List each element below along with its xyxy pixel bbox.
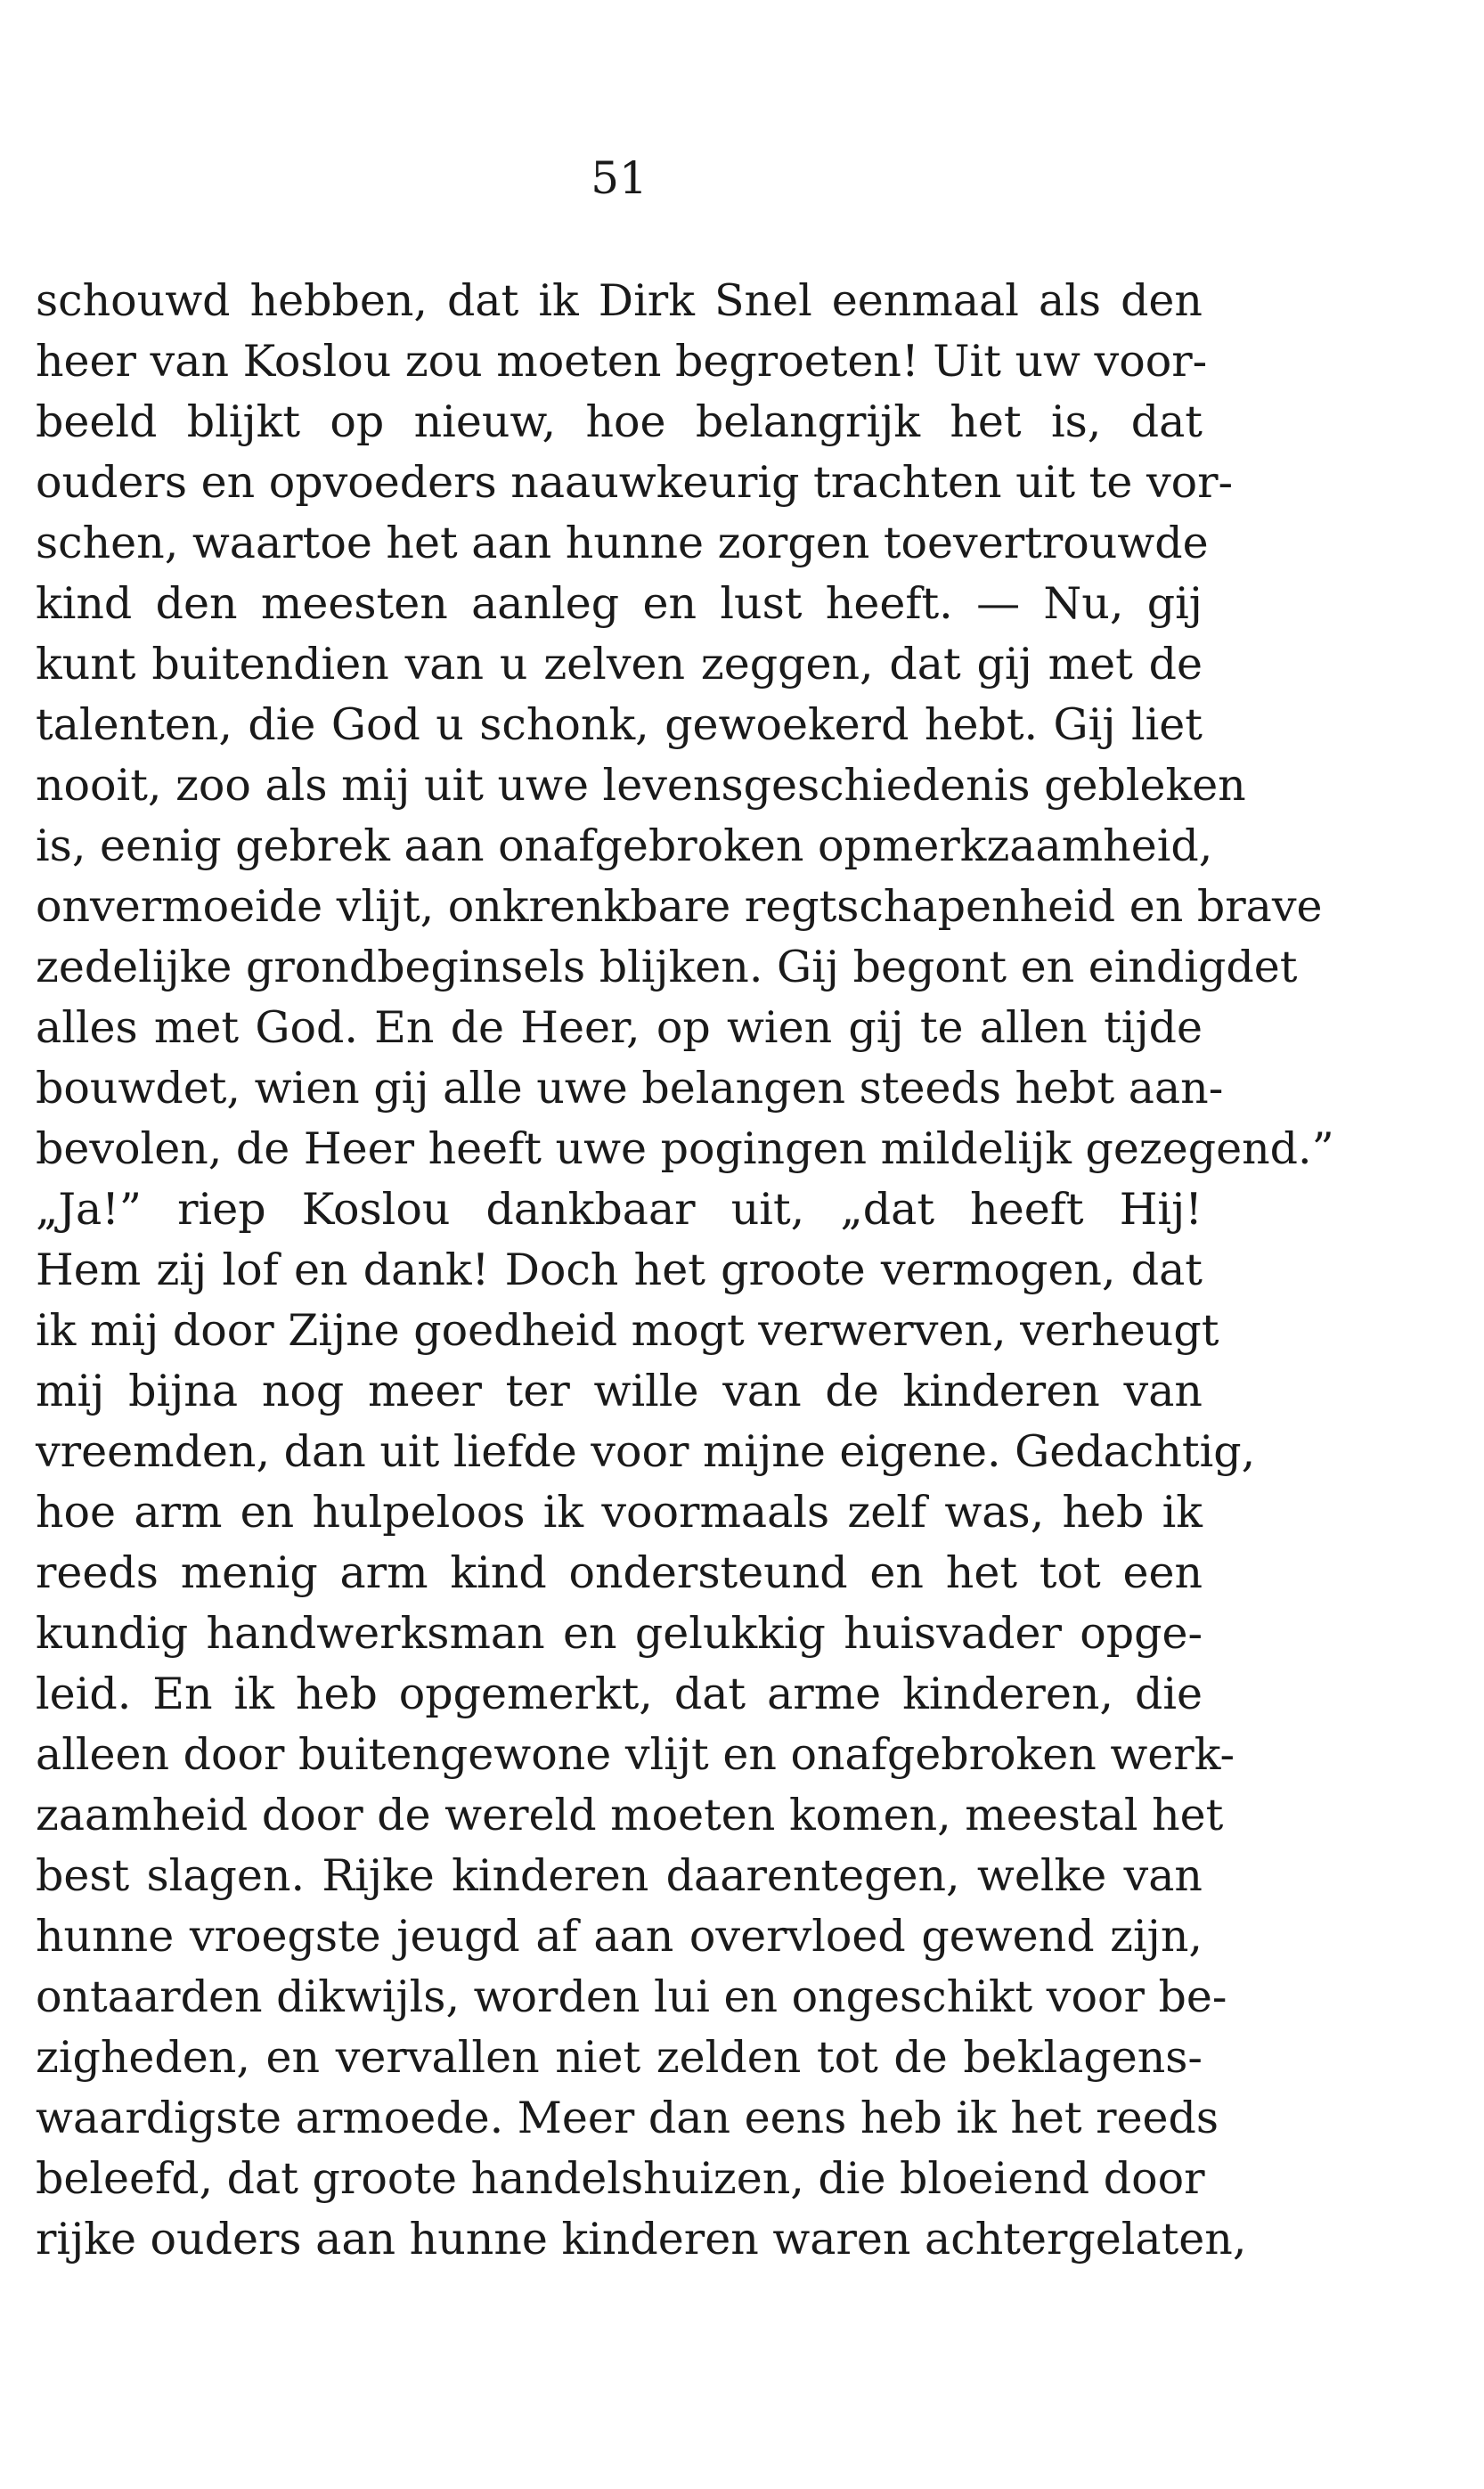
text-line: waardigste armoede. Meer dan eens heb ik het reeds	[36, 2093, 1219, 2143]
text-line: bevolen, de Heer heeft uwe pogingen mildelijk gezegend.”	[36, 1123, 1334, 1174]
text-line: ouders en opvoeders naauwkeurig trachten uit te vor-	[36, 457, 1234, 508]
text-line: Hem zij lof en dank! Doch het groote vermogen, dat	[36, 1244, 1203, 1295]
text-line: beleefd, dat groote handelshuizen, die bloeiend door	[36, 2153, 1205, 2204]
text-line: best slagen. Rijke kinderen daarentegen, welke van	[36, 1850, 1203, 1901]
text-line: zedelijke grondbeginsels blijken. Gij begont en eindigdet	[36, 942, 1298, 992]
text-line: zaamheid door de wereld moeten komen, meestal het	[36, 1790, 1224, 1840]
text-line: kunt buitendien van u zelven zeggen, dat gij met de	[36, 639, 1203, 690]
text-line: onvermoeide vlijt, onkrenkbare regtschapenheid en brave	[36, 881, 1323, 932]
text-line: beeld blijkt op nieuw, hoe belangrijk het is, dat	[36, 396, 1203, 447]
text-line: hoe arm en hulpeloos ik voormaals zelf was, heb ik	[36, 1487, 1203, 1538]
text-line: schen, waartoe het aan hunne zorgen toevertrouwde	[36, 518, 1209, 568]
text-line: nooit, zoo als mij uit uwe levensgeschiedenis gebleken	[36, 760, 1246, 811]
text-line: talenten, die God u schonk, gewoekerd hebt. Gij liet	[36, 699, 1203, 750]
text-line: alles met God. En de Heer, op wien gij te allen tijde	[36, 1002, 1203, 1053]
text-line: rijke ouders aan hunne kinderen waren achtergelaten,	[36, 2214, 1247, 2265]
text-line: „Ja!” riep Koslou dankbaar uit, „dat heeft Hij!	[36, 1184, 1203, 1235]
page-number: 51	[591, 152, 648, 204]
text-line: zigheden, en vervallen niet zelden tot de beklagens-	[36, 2032, 1203, 2083]
text-line: bouwdet, wien gij alle uwe belangen steeds hebt aan-	[36, 1063, 1224, 1114]
text-line: kundig handwerksman en gelukkig huisvader opge-	[36, 1608, 1203, 1659]
text-line: is, eenig gebrek aan onafgebroken opmerkzaamheid,	[36, 820, 1213, 871]
text-line: ontaarden dikwijls, worden lui en ongeschikt voor be-	[36, 1971, 1227, 2022]
text-line: kind den meesten aanleg en lust heeft. — Nu, gij	[36, 578, 1203, 629]
text-line: heer van Koslou zou moeten begroeten! Uit uw voor-	[36, 336, 1208, 387]
text-line: hunne vroegste jeugd af aan overvloed gewend zijn,	[36, 1911, 1203, 1962]
text-line: mij bijna nog meer ter wille van de kinderen van	[36, 1366, 1203, 1416]
text-line: leid. En ik heb opgemerkt, dat arme kinderen, die	[36, 1669, 1203, 1719]
text-line: alleen door buitengewone vlijt en onafgebroken werk-	[36, 1729, 1235, 1780]
text-line: vreemden, dan uit liefde voor mijne eigene. Gedachtig,	[36, 1426, 1256, 1477]
body-text	[36, 271, 1334, 2270]
text-line: reeds menig arm kind ondersteund en het tot een	[36, 1547, 1203, 1598]
text-line: schouwd hebben, dat ik Dirk Snel eenmaal als den	[36, 275, 1203, 326]
text-line: ik mij door Zijne goedheid mogt verwerven, verheugt	[36, 1305, 1219, 1356]
